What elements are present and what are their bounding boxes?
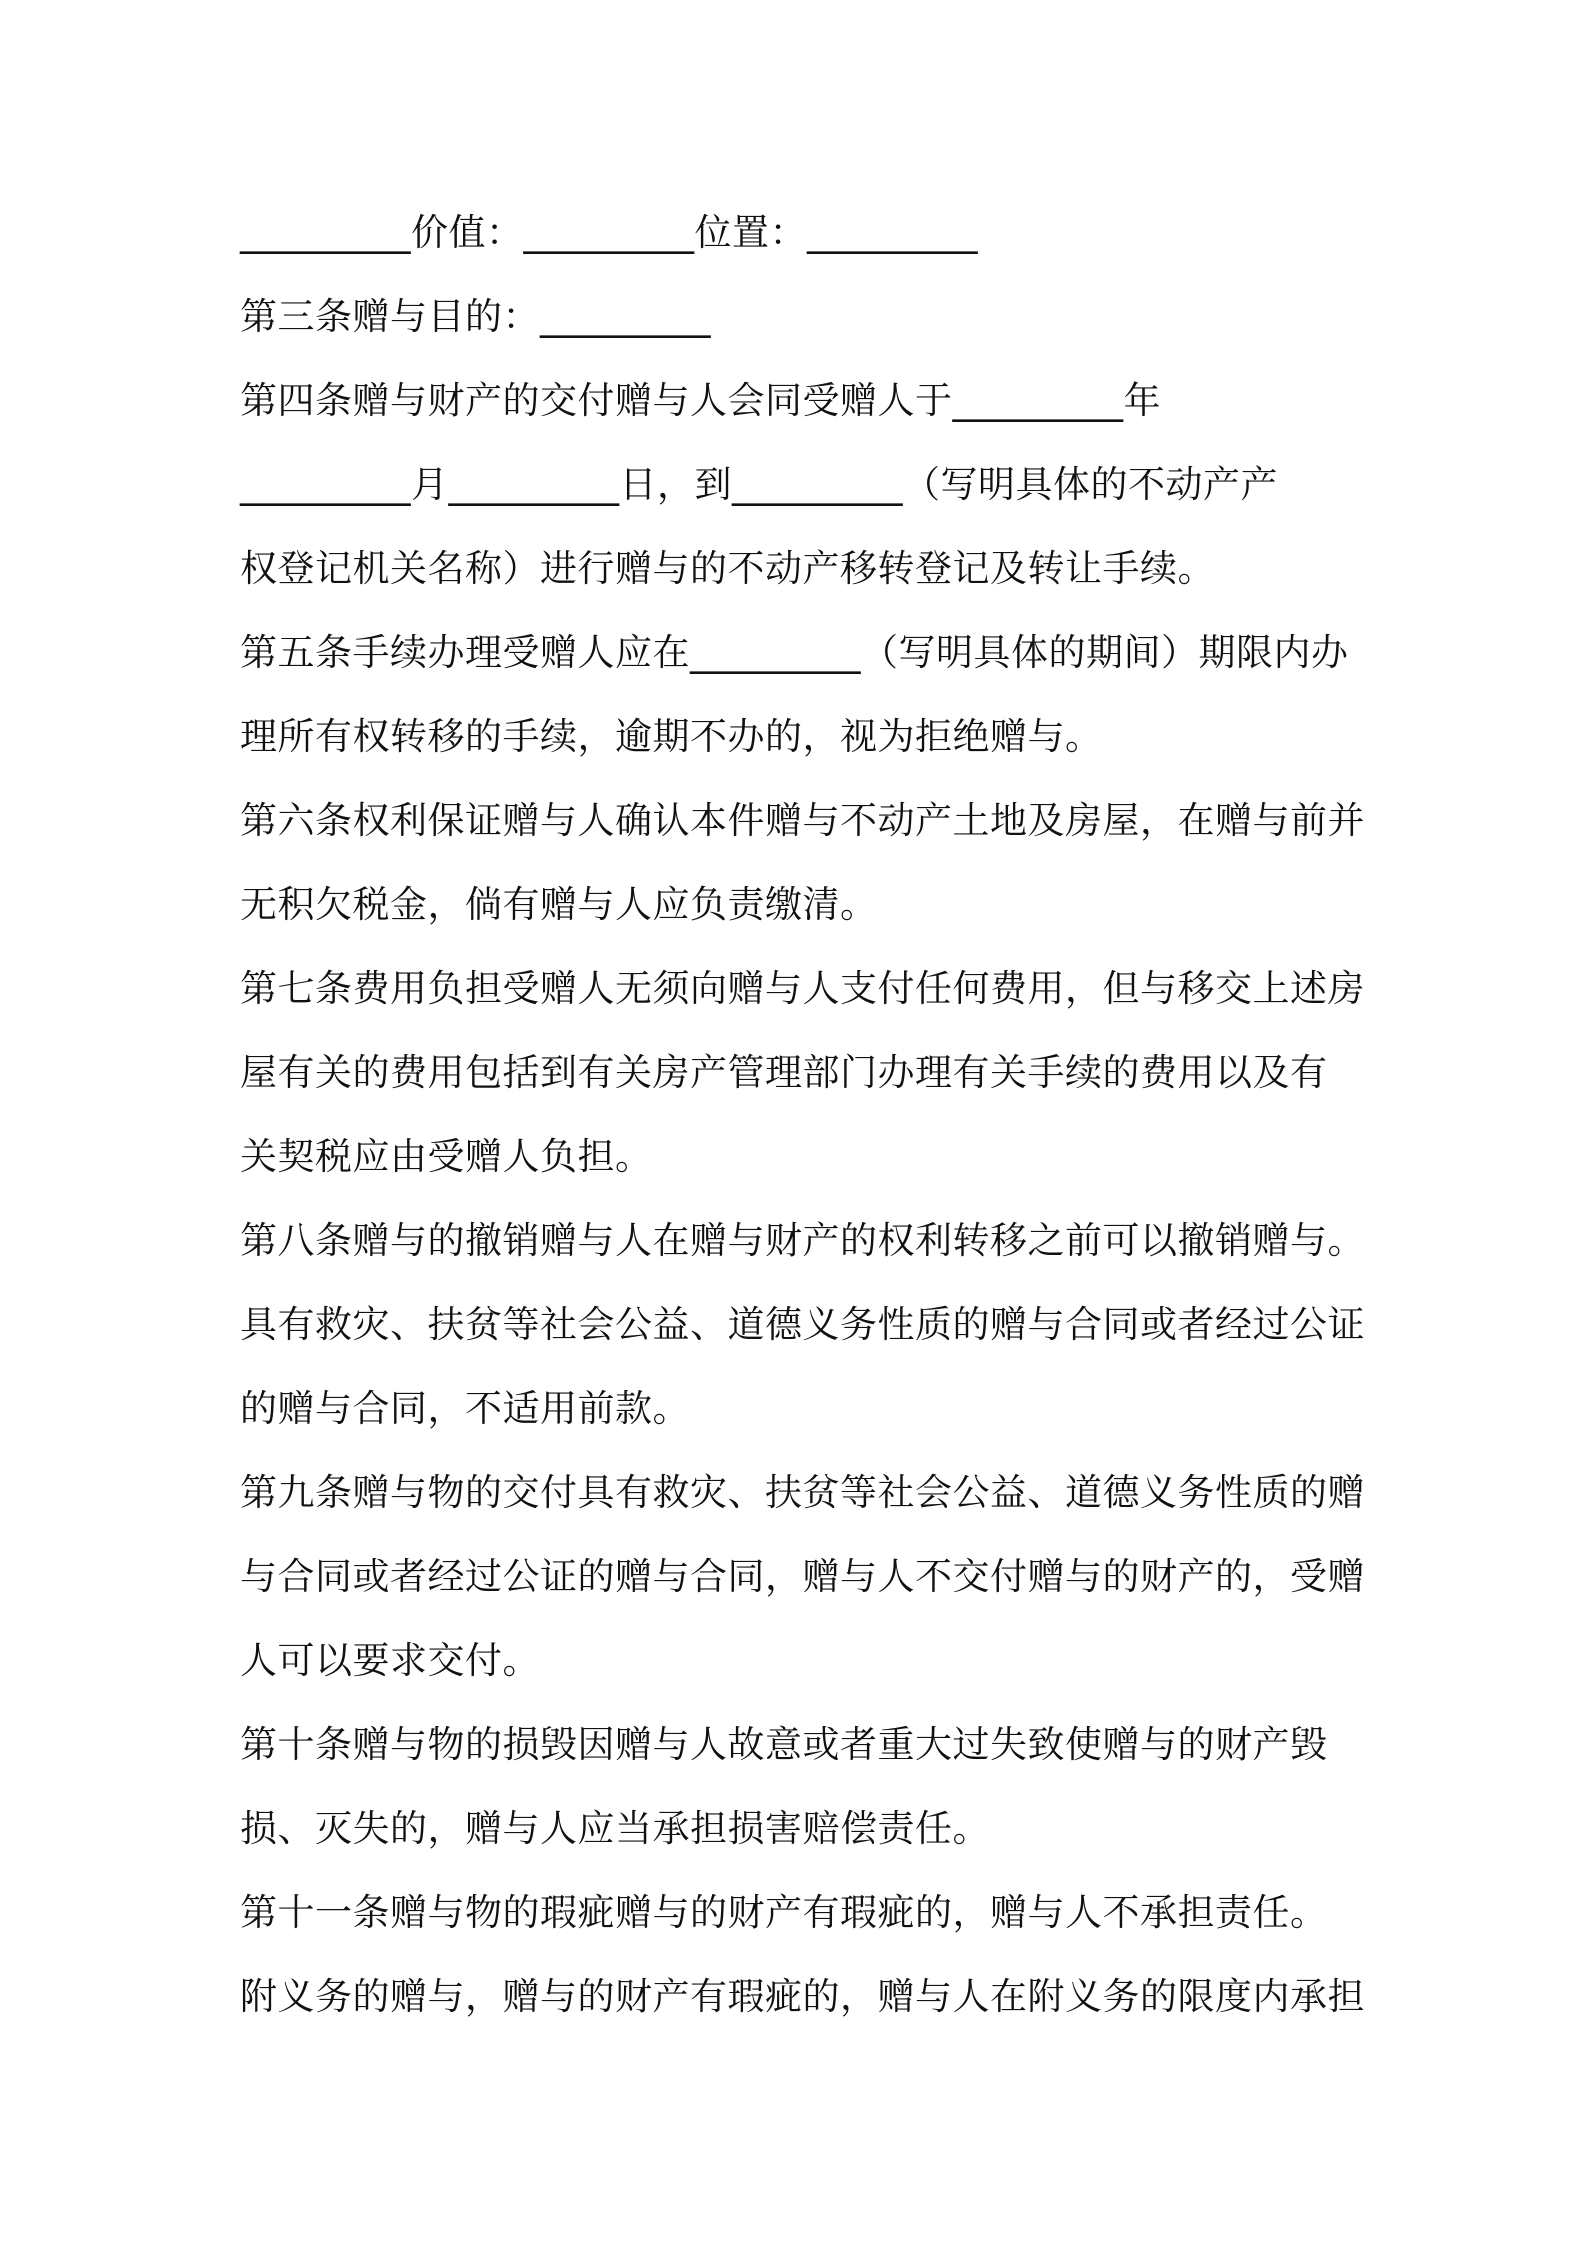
text-line-11: 屋有关的费用包括到有关房产管理部门办理有关手续的费用以及有 (240, 1051, 1328, 1094)
text-line-22: 附义务的赠与，赠与的财产有瑕疵的，赠与人在附义务的限度内承担 (240, 1975, 1365, 2018)
text-line-6: 第五条手续办理受赠人应在_________（写明具体的期间）期限内办 (240, 631, 1349, 674)
text-line-13: 第八条赠与的撤销赠与人在赠与财产的权利转移之前可以撤销赠与。 (240, 1219, 1365, 1262)
text-line-7: 理所有权转移的手续，逾期不办的，视为拒绝赠与。 (240, 715, 1103, 758)
text-line-9: 无积欠税金，倘有赠与人应负责缴清。 (240, 883, 878, 926)
text-line-4: _________月_________日，到_________（写明具体的不动产产 (240, 463, 1278, 506)
document-body (240, 200, 1365, 2048)
text-line-10: 第七条费用负担受赠人无须向赠与人支付任何费用，但与移交上述房 (240, 967, 1365, 1010)
text-line-19: 第十条赠与物的损毁因赠与人故意或者重大过失致使赠与的财产毁 (240, 1723, 1328, 1766)
text-line-14: 具有救灾、扶贫等社会公益、道德义务性质的赠与合同或者经过公证 (240, 1303, 1365, 1346)
text-line-8: 第六条权利保证赠与人确认本件赠与不动产土地及房屋，在赠与前并 (240, 799, 1365, 842)
text-line-5: 权登记机关名称）进行赠与的不动产移转登记及转让手续。 (240, 547, 1215, 590)
text-line-20: 损、灭失的，赠与人应当承担损害赔偿责任。 (240, 1807, 990, 1850)
text-line-2: 第三条赠与目的：_________ (240, 295, 711, 338)
text-line-17: 与合同或者经过公证的赠与合同，赠与人不交付赠与的财产的，受赠 (240, 1555, 1365, 1598)
text-line-16: 第九条赠与物的交付具有救灾、扶贫等社会公益、道德义务性质的赠 (240, 1471, 1365, 1514)
text-line-15: 的赠与合同，不适用前款。 (240, 1387, 690, 1430)
text-line-1: _________价值：_________位置：_________ (240, 211, 978, 254)
text-line-18: 人可以要求交付。 (240, 1639, 540, 1682)
text-line-12: 关契税应由受赠人负担。 (240, 1135, 653, 1178)
text-line-21: 第十一条赠与物的瑕疵赠与的财产有瑕疵的，赠与人不承担责任。 (240, 1891, 1328, 1934)
text-line-3: 第四条赠与财产的交付赠与人会同受赠人于_________年 (240, 379, 1161, 422)
